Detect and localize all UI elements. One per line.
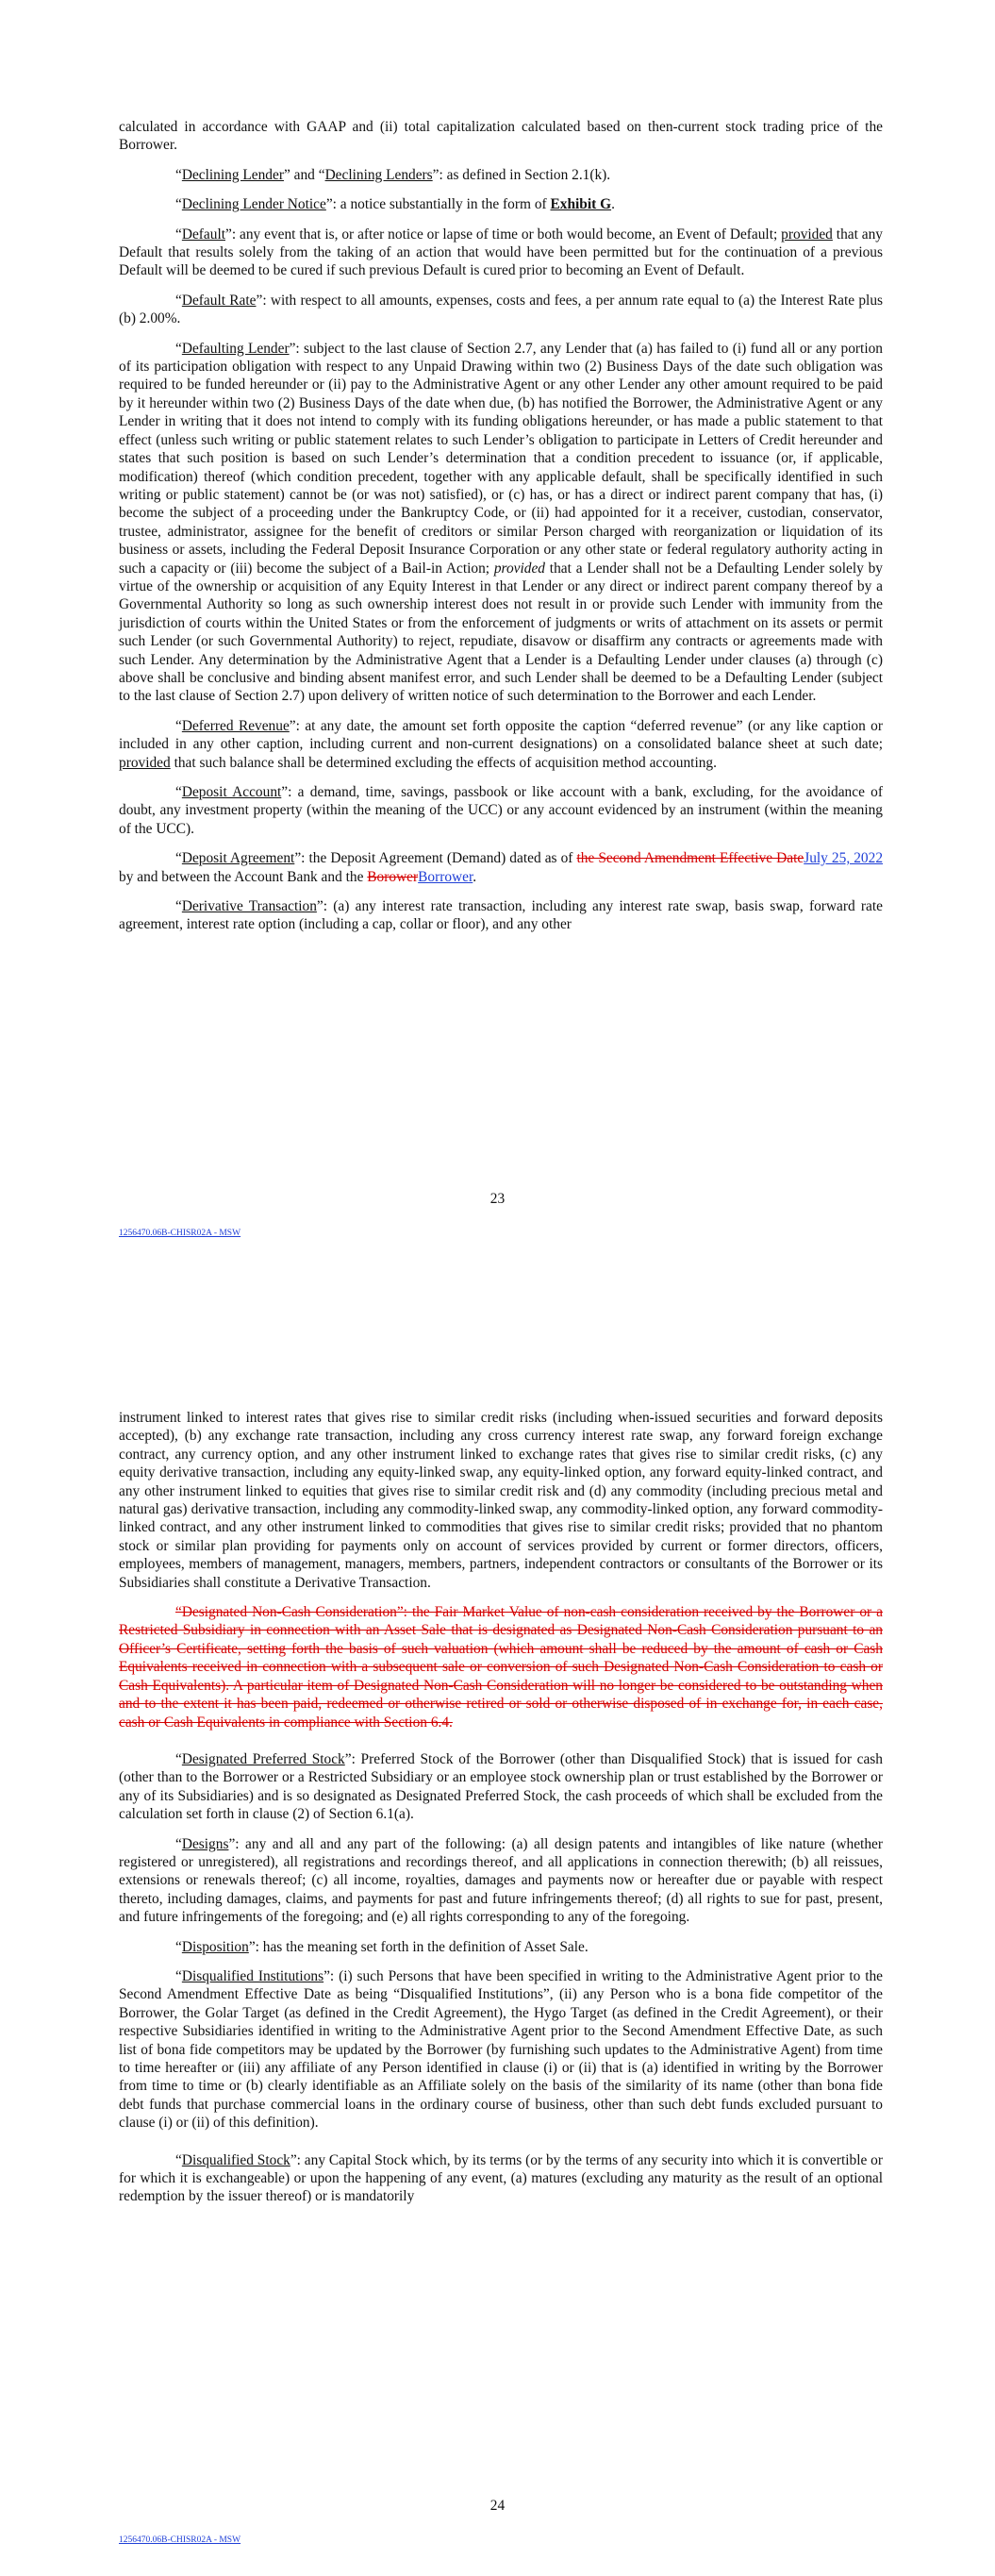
defined-term: Disqualified Institutions — [181, 1967, 324, 1984]
inserted-text: Borrower — [418, 868, 473, 885]
inserted-text: July 25, 2022 — [804, 850, 884, 867]
defined-term: Deposit Agreement — [181, 850, 295, 867]
defined-term: Declining Lender Notice — [181, 196, 326, 213]
defined-term: Designated Preferred Stock — [181, 1750, 345, 1767]
defined-term: Default — [181, 226, 225, 243]
definition-deposit-agreement: “Deposit Agreement”: the Deposit Agreement (Demand) dated as of the Second Amendment Effective DateJuly 25, 2022 by and between the Account Bank and the BorowerBorrower. — [119, 850, 884, 885]
page-number: 24 — [489, 2498, 506, 2514]
exhibit-reference: Exhibit G — [550, 196, 612, 213]
definition-deposit-account: “Deposit Account”: a demand, time, savings, passbook or like account with a bank, excluding, for the avoidance of doubt, any investment property (within the meaning of the UCC) or any account evidenced by an instrument (within the meaning of the UCC). — [119, 784, 884, 837]
defined-term: Derivative Transaction — [181, 898, 317, 915]
deleted-text: the Second Amendment Effective Date — [576, 850, 804, 867]
defined-term: Deposit Account — [181, 784, 282, 800]
deleted-definition-designated-non-cash-consideration: “Designated Non-Cash Consideration”: the Fair Market Value of non-cash consideration received by the Borrower or a Restricted Subsidiary in connection with an Asset Sale that is designated as Designated Non-Cash Consideration pursuant to an Officer’s Certificate, setting forth the basis of such valuation (which amount shall be reduced by the amount of cash or Cash Equivalents received in connection with a subsequent sale or conversion of such Designated Non-Cash Consideration to cash or Cash Equivalents). A particular item of Designated Non-Cash Consideration will no longer be considered to be outstanding when and to the extent it has been paid, redeemed or otherwise retired or sold or otherwise disposed of in exchange for, in each case, cash or Cash Equivalents in compliance with Section 6.4. — [119, 1604, 883, 1731]
defined-term: Declining Lenders — [324, 166, 433, 183]
page-24 — [0, 1288, 995, 2576]
paragraph-continuation: calculated in accordance with GAAP and (ii) total capitalization calculated based on then-current stock trading price of the Borrower. — [119, 119, 883, 154]
definition-disqualified-institutions: “Disqualified Institutions”: (i) such Persons that have been specified in writing to the Administrative Agent prior to the Second Amendment Effective Date as being “Disqualified Institutions”, (ii) any Person who is a bona fide competitor of the Borrower, the Golar Target (as defined in the Credit Agreement), the Hygo Target (as defined in the Credit Agreement), or their respective Subsidiaries identified in writing to the Administrative Agent prior to the Second Amendment Effective Date, as such list of bona fide competitors may be updated by the Borrower (by furnishing such updates to the Administrative Agent) from time to time hereafter or (iii) any affiliate of any Person identified in clause (i) or (ii) that is (a) identified in writing by the Borrower from time to time or (b) clearly identifiable as an Affiliate solely on the basis of the similarity of its name (other than bona fide debt funds that purchase commercial loans in the ordinary course of business, other than such debt funds excluded pursuant to clause (i) or (ii) of this definition). — [119, 1967, 883, 2132]
defined-term: Declining Lender — [181, 166, 284, 183]
deleted-text: Borower — [367, 868, 419, 885]
defined-term: Deferred Revenue — [181, 717, 290, 734]
page-number: 23 — [489, 1191, 506, 1207]
defined-term: Disqualified Stock — [181, 2151, 290, 2168]
definition-deferred-revenue: “Deferred Revenue”: at any date, the amount set forth opposite the caption “deferred revenue” (or any like caption or included in any other caption, including current and non-current designations) on a consolidated balance sheet at such date; provided that such balance shall be determined excluding the effects of acquisition method accounting. — [119, 717, 884, 771]
paragraph-continuation: instrument linked to interest rates that gives rise to similar credit risks (including when-issued securities and forward deposits accepted), (b) any exchange rate transaction, including any cross currency interest rate swap, any forward foreign exchange contract, any currency option, and any other instrument linked to exchange rates that gives rise to similar credit risks, (c) any equity derivative transaction, including any equity-linked swap, any equity-linked option, any forward equity-linked contract, and any other instrument linked to equities that gives rise to similar credit risk and (d) any commodity (including precious metal and natural gas) derivative transaction, including any commodity-linked swap, any commodity-linked option, any forward commodity-linked contract, and any other instrument linked to commodities that gives rise to similar credit risks; provided that no phantom stock or similar plan providing for payments only on account of services provided by current or former directors, officers, employees, members of management, managers, members, partners, independent contractors or consultants of the Borrower or its Subsidiaries shall constitute a Derivative Transaction. — [119, 1410, 883, 1591]
defined-term: Defaulting Lender — [181, 340, 290, 357]
page-24-body — [119, 1409, 883, 2217]
definition-declining-lender-notice: “Declining Lender Notice”: a notice substantially in the form of Exhibit G. — [175, 196, 615, 213]
definition-default: “Default”: any event that is, or after notice or lapse of time or both would become, an Event of Default; provided that any Default that results solely from the taking of an action that would have been permitted but for the continuation of a previous Default will be deemed to be cured if such previous Default is cured prior to becoming an Event of Default. — [119, 226, 883, 279]
page-23-body — [119, 118, 883, 945]
defined-term: Disposition — [181, 1938, 249, 1955]
definition-defaulting-lender: “Defaulting Lender”: subject to the last clause of Section 2.7, any Lender that (a) has failed to (i) fund all or any portion of its participation obligation with respect to any Unpaid Drawing within two (2) Business Days of the date such obligation was required to be funded hereunder or (ii) pay to the Administrative Agent or any other Lender any other amount required to be paid by it hereunder within two (2) Business Days of the date when due, (b) has notified the Borrower, the Administrative Agent or any Lender in writing that it does not intend to comply with its funding obligations hereunder, or has made a public statement to that effect (unless such writing or public statement relates to such Lender’s obligation to participate in Letters of Credit hereunder and states that such position is based on such Lender’s determination that a condition precedent to issuance (or, if applicable, modification) thereof (which condition precedent, together with any applicable default, shall be specifically identified in such writing or public statement) cannot be (or was not) satisfied), or (c) has, or has a direct or indirect parent company that has, (i) become the subject of a proceeding under the Bankruptcy Code, or (ii) had appointed for it a receiver, custodian, conservator, trustee, administrator, assignee for the benefit of creditors or similar Person charged with reorganization or liquidation of its business or assets, including the Federal Deposit Insurance Corporation or any other state or federal regulatory authority acting in such a capacity or (iii) become the subject of a Bail-in Action; provided that a Lender shall not be a Defaulting Lender solely by virtue of the ownership or acquisition of any Equity Interest in that Lender or any direct or indirect parent company thereof by a Governmental Authority so long as such ownership interest does not result in or provide such Lender with immunity from the jurisdiction of courts within the United States or from the enforcement of judgments or writs of attachment on its assets or permit such Lender (or such Governmental Authority) to reject, repudiate, disavow or disaffirm any contracts or agreements made with such Lender. Any determination by the Administrative Agent that a Lender is a Defaulting Lender under clauses (a) through (c) above shall be conclusive and binding absent manifest error, and such Lender shall be deemed to be a Defaulting Lender (subject to the last clause of Section 2.7) upon delivery of written notice of such determination to the Borrower and each Lender. — [119, 340, 883, 705]
definition-disposition: “Disposition”: has the meaning set forth in the definition of Asset Sale. — [175, 1938, 589, 1955]
definition-derivative-transaction: “Derivative Transaction”: (a) any interest rate transaction, including any interest rate swap, basis swap, forward rate agreement, interest rate option (including a cap, collar or floor), and any other — [119, 898, 883, 933]
document-id-footer[interactable]: 1256470.06B-CHISR02A - MSW — [119, 2535, 241, 2545]
definition-designs: “Designs”: any and all and any part of the following: (a) all design patents and intangibles of like nature (whether registered or unregistered), all registrations and recordings thereof, and all applications in connection therewith; (b) all reissues, extensions or renewals thereof; (c) all income, royalties, damages and payments now or hereafter due or payable with respect thereto, including damages, claims, and payments for past and future infringements thereof; (d) all rights to sue for past, present, and future infringements of the foregoing; and (e) all rights corresponding to any of the foregoing. — [119, 1835, 883, 1926]
definition-disqualified-stock: “Disqualified Stock”: any Capital Stock which, by its terms (or by the terms of any security into which it is convertible or for which it is exchangeable) or upon the happening of any event, (a) matures (excluding any maturity as the result of an optional redemption by the issuer thereof) or is mandatorily — [119, 2151, 883, 2205]
definition-designated-preferred-stock: “Designated Preferred Stock”: Preferred Stock of the Borrower (other than Disqualified Stock) that is issued for cash (other than to the Borrower or a Restricted Subsidiary or an employee stock ownership plan or trust established by the Borrower or any of its Subsidiaries) and is so designated as Designated Preferred Stock, the cash proceeds of which shall be excluded from the calculation set forth in clause (2) of Section 6.1(a). — [119, 1750, 883, 1823]
document-id-footer[interactable]: 1256470.06B-CHISR02A - MSW — [119, 1229, 241, 1238]
defined-term: Designs — [181, 1835, 229, 1852]
definition-default-rate: “Default Rate”: with respect to all amounts, expenses, costs and fees, a per annum rate equal to (a) the Interest Rate plus (b) 2.00%. — [119, 292, 883, 327]
defined-term: Default Rate — [181, 292, 257, 309]
definition-declining-lender: “Declining Lender” and “Declining Lenders”: as defined in Section 2.1(k). — [175, 166, 611, 183]
